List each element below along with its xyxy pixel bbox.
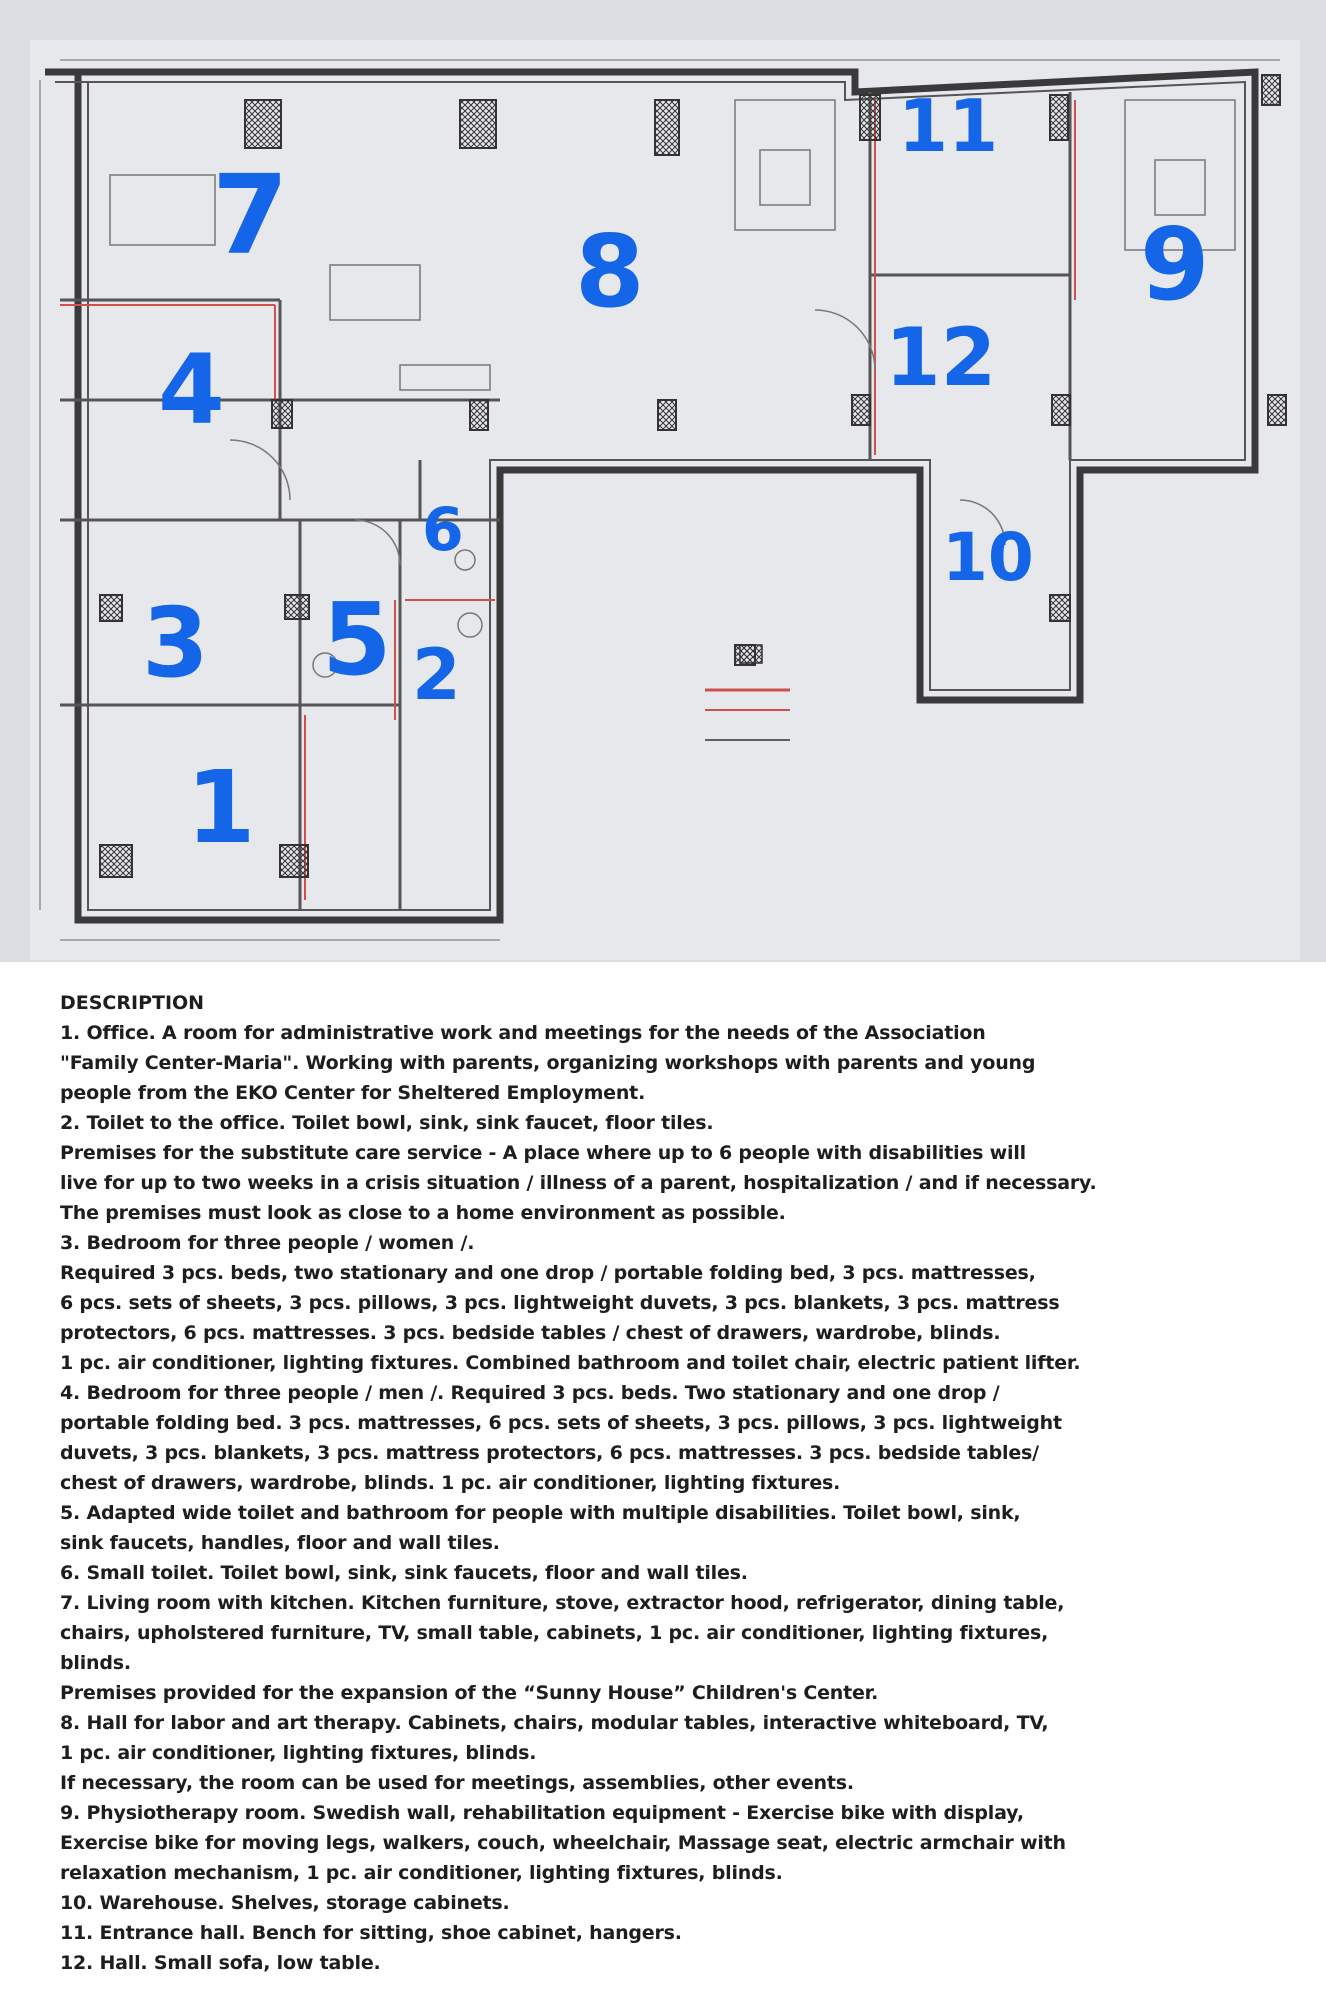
- description-line: protectors, 6 pcs. mattresses. 3 pcs. bedside tables / chest of drawers, wardrobe, blinds.: [60, 1322, 1001, 1344]
- description-line: The premises must look as close to a home environment as possible.: [60, 1202, 786, 1224]
- description-line: 4. Bedroom for three people / men /. Required 3 pcs. beds. Two stationary and one drop /: [60, 1382, 1000, 1404]
- description-line: 5. Adapted wide toilet and bathroom for people with multiple disabilities. Toilet bowl, sink,: [60, 1502, 1021, 1524]
- description-line: 10. Warehouse. Shelves, storage cabinets.: [60, 1892, 510, 1914]
- description-line: 6 pcs. sets of sheets, 3 pcs. pillows, 3 pcs. lightweight duvets, 3 pcs. blankets, 3 pcs. mattress: [60, 1292, 1060, 1314]
- description-line: Premises provided for the expansion of the “Sunny House” Children's Center.: [60, 1682, 879, 1704]
- description-line: duvets, 3 pcs. blankets, 3 pcs. mattress protectors, 6 pcs. mattresses. 3 pcs. bedside tables/: [60, 1442, 1039, 1464]
- room-number-4: 4: [158, 334, 225, 446]
- description-line: If necessary, the room can be used for meetings, assemblies, other events.: [60, 1772, 854, 1794]
- room-number-10: 10: [942, 519, 1034, 596]
- description-line: 2. Toilet to the office. Toilet bowl, sink, sink faucet, floor tiles.: [60, 1112, 714, 1134]
- description-line: Premises for the substitute care service - A place where up to 6 people with disabilities will: [60, 1142, 1026, 1164]
- floor-plan-photo: [0, 0, 1326, 962]
- room-number-11: 11: [898, 84, 999, 168]
- description-line: 8. Hall for labor and art therapy. Cabinets, chairs, modular tables, interactive whiteboard, TV,: [60, 1712, 1049, 1734]
- room-number-12: 12: [885, 311, 997, 404]
- room-number-5: 5: [322, 581, 392, 698]
- description-line: 7. Living room with kitchen. Kitchen furniture, stove, extractor hood, refrigerator, dining table,: [60, 1592, 1065, 1614]
- description-line: 1. Office. A room for administrative work and meetings for the needs of the Association: [60, 1022, 986, 1044]
- description-line: 12. Hall. Small sofa, low table.: [60, 1952, 381, 1974]
- description-line: sink faucets, handles, floor and wall tiles.: [60, 1532, 500, 1554]
- room-number-8: 8: [575, 213, 645, 330]
- description-line: 1 pc. air conditioner, lighting fixtures, blinds.: [60, 1742, 537, 1764]
- description-line: "Family Center-Maria". Working with parents, organizing workshops with parents and young: [60, 1052, 1036, 1074]
- description-line: chairs, upholstered furniture, TV, small table, cabinets, 1 pc. air conditioner, lighting fixtures,: [60, 1622, 1049, 1644]
- description-line: 11. Entrance hall. Bench for sitting, shoe cabinet, hangers.: [60, 1922, 682, 1944]
- room-number-6: 6: [422, 495, 464, 565]
- description-line: Required 3 pcs. beds, two stationary and one drop / portable folding bed, 3 pcs. mattresses,: [60, 1262, 1036, 1284]
- description-line: blinds.: [60, 1652, 131, 1674]
- room-number-3: 3: [142, 587, 209, 699]
- room-number-9: 9: [1140, 206, 1210, 323]
- description-line: 1 pc. air conditioner, lighting fixtures. Combined bathroom and toilet chair, electric patient lifter.: [60, 1352, 1081, 1374]
- room-number-1: 1: [186, 749, 256, 866]
- description-title: DESCRIPTION: [60, 992, 205, 1014]
- description-line: 9. Physiotherapy room. Swedish wall, rehabilitation equipment - Exercise bike with display,: [60, 1802, 1024, 1824]
- description-line: 3. Bedroom for three people / women /.: [60, 1232, 475, 1254]
- description-line: chest of drawers, wardrobe, blinds. 1 pc. air conditioner, lighting fixtures.: [60, 1472, 841, 1494]
- room-number-7: 7: [212, 151, 289, 279]
- description-section: [60, 988, 1300, 1978]
- description-line: Exercise bike for moving legs, walkers, couch, wheelchair, Massage seat, electric armchair with: [60, 1832, 1066, 1854]
- description-line: relaxation mechanism, 1 pc. air conditioner, lighting fixtures, blinds.: [60, 1862, 783, 1884]
- description-line: portable folding bed. 3 pcs. mattresses, 6 pcs. sets of sheets, 3 pcs. pillows, 3 pcs. lightweight: [60, 1412, 1062, 1434]
- description-line: live for up to two weeks in a crisis situation / illness of a parent, hospitalization / and if necessary.: [60, 1172, 1097, 1194]
- description-line: 6. Small toilet. Toilet bowl, sink, sink faucets, floor and wall tiles.: [60, 1562, 748, 1584]
- description-line: people from the EKO Center for Sheltered Employment.: [60, 1082, 646, 1104]
- room-number-2: 2: [412, 634, 461, 716]
